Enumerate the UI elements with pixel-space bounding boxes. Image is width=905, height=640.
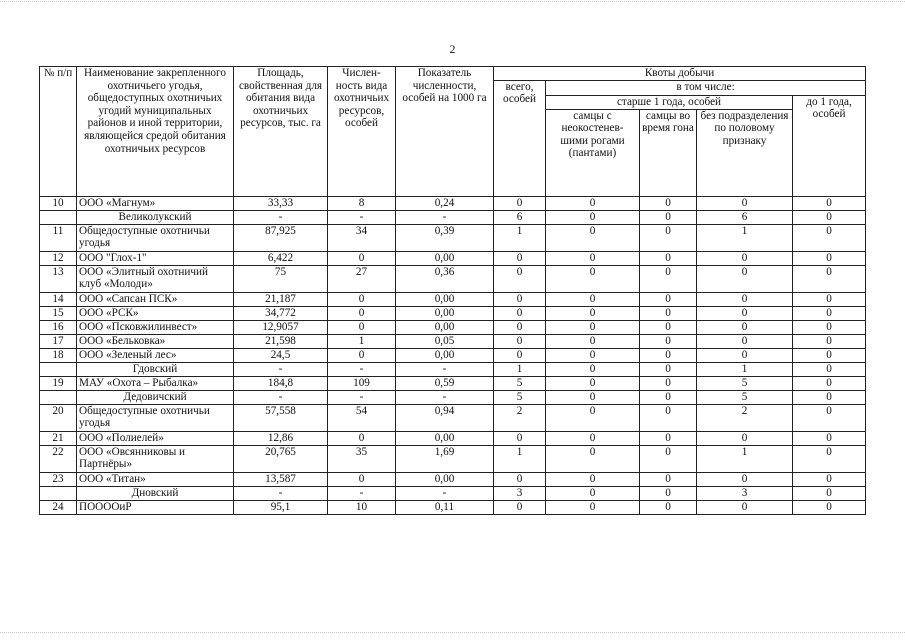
- cell-count: 0: [328, 472, 396, 486]
- header-older: старше 1 года, особей: [546, 95, 793, 109]
- cell-total: 1: [494, 362, 546, 376]
- cell-total: 0: [494, 348, 546, 362]
- cell-under1: 0: [793, 292, 866, 306]
- district-row: [40, 362, 866, 376]
- cell-name: ООО «Сапсан ПСК»: [77, 292, 234, 306]
- cell-total: 5: [494, 390, 546, 404]
- header-name: Наименование закрепленного охотничьего угодья, общедоступных охотничьих угодий муниципальных районов и иной территории, являющейся средой обитания охотничьих ресурсов: [77, 67, 234, 197]
- cell-count: -: [328, 210, 396, 224]
- cell-nosex: 0: [697, 431, 793, 445]
- cell-males: 0: [546, 445, 640, 472]
- cell-rut: 0: [640, 224, 697, 251]
- cell-name: Общедоступные охотничьи угодья: [77, 404, 234, 431]
- page-top-edge: [0, 1, 905, 2]
- cell-num: 17: [40, 334, 77, 348]
- cell-males: 0: [546, 196, 640, 210]
- header-nosex: без подразделения по половому признаку: [697, 109, 793, 196]
- cell-area: 57,558: [234, 404, 328, 431]
- cell-count: -: [328, 390, 396, 404]
- cell-rut: 0: [640, 486, 697, 500]
- cell-rut: 0: [640, 334, 697, 348]
- cell-nosex: 1: [697, 445, 793, 472]
- cell-density: 1,69: [396, 445, 494, 472]
- quota-table: [39, 66, 866, 515]
- cell-name: Дновский: [77, 486, 234, 500]
- cell-under1: 0: [793, 210, 866, 224]
- cell-nosex: 0: [697, 320, 793, 334]
- header-under1: до 1 года, особей: [793, 95, 866, 196]
- cell-under1: 0: [793, 376, 866, 390]
- cell-nosex: 1: [697, 224, 793, 251]
- cell-total: 1: [494, 224, 546, 251]
- cell-nosex: 0: [697, 472, 793, 486]
- header-rut: самцы во время гона: [640, 109, 697, 196]
- table-row: [40, 472, 866, 486]
- cell-count: 1: [328, 334, 396, 348]
- cell-nosex: 0: [697, 348, 793, 362]
- table-row: [40, 376, 866, 390]
- cell-density: 0,39: [396, 224, 494, 251]
- cell-density: 0,00: [396, 348, 494, 362]
- cell-rut: 0: [640, 500, 697, 514]
- header-quotas: Квоты добычи: [494, 67, 866, 81]
- cell-area: 75: [234, 265, 328, 292]
- cell-name: ООО «Псковжилинвест»: [77, 320, 234, 334]
- cell-count: 109: [328, 376, 396, 390]
- cell-density: 0,11: [396, 500, 494, 514]
- table-row: [40, 348, 866, 362]
- table-row: [40, 251, 866, 265]
- cell-total: 0: [494, 292, 546, 306]
- cell-nosex: 0: [697, 500, 793, 514]
- cell-count: 0: [328, 251, 396, 265]
- cell-nosex: 0: [697, 251, 793, 265]
- cell-nosex: 2: [697, 404, 793, 431]
- cell-total: 3: [494, 486, 546, 500]
- cell-area: 34,772: [234, 306, 328, 320]
- cell-under1: 0: [793, 320, 866, 334]
- cell-name: ООО «Магнум»: [77, 196, 234, 210]
- cell-males: 0: [546, 265, 640, 292]
- cell-name: Гдовский: [77, 362, 234, 376]
- cell-area: 6,422: [234, 251, 328, 265]
- cell-num: 15: [40, 306, 77, 320]
- cell-under1: 0: [793, 362, 866, 376]
- cell-area: 95,1: [234, 500, 328, 514]
- cell-num: 24: [40, 500, 77, 514]
- cell-rut: 0: [640, 472, 697, 486]
- cell-density: 0,05: [396, 334, 494, 348]
- cell-nosex: 0: [697, 334, 793, 348]
- cell-under1: 0: [793, 472, 866, 486]
- cell-males: 0: [546, 348, 640, 362]
- cell-num: 14: [40, 292, 77, 306]
- cell-name: ООО «Полиелей»: [77, 431, 234, 445]
- cell-area: 184,8: [234, 376, 328, 390]
- cell-total: 0: [494, 500, 546, 514]
- cell-rut: 0: [640, 320, 697, 334]
- cell-name: ООО «Бельковка»: [77, 334, 234, 348]
- cell-rut: 0: [640, 404, 697, 431]
- cell-area: -: [234, 210, 328, 224]
- district-row: [40, 210, 866, 224]
- header-area: Площадь, свойственная для обитания вида охотничьих ресурсов, тыс. га: [234, 67, 328, 197]
- header-count: Числен-ность вида охотничьих ресурсов, особей: [328, 67, 396, 197]
- cell-rut: 0: [640, 196, 697, 210]
- cell-name: ООО "Глох-1": [77, 251, 234, 265]
- cell-males: 0: [546, 210, 640, 224]
- cell-nosex: 0: [697, 265, 793, 292]
- table-row: [40, 500, 866, 514]
- cell-under1: 0: [793, 251, 866, 265]
- cell-males: 0: [546, 390, 640, 404]
- header-males: самцы с неокостенев-шими рогами (пантами): [546, 109, 640, 196]
- table-row: [40, 431, 866, 445]
- cell-nosex: 0: [697, 306, 793, 320]
- cell-rut: 0: [640, 390, 697, 404]
- cell-nosex: 5: [697, 376, 793, 390]
- cell-name: ООО «Зеленый лес»: [77, 348, 234, 362]
- cell-num: [40, 362, 77, 376]
- cell-num: 19: [40, 376, 77, 390]
- cell-males: 0: [546, 500, 640, 514]
- cell-rut: 0: [640, 445, 697, 472]
- cell-males: 0: [546, 431, 640, 445]
- cell-density: -: [396, 486, 494, 500]
- cell-name: ООО «Титан»: [77, 472, 234, 486]
- cell-under1: 0: [793, 265, 866, 292]
- cell-count: 0: [328, 292, 396, 306]
- cell-rut: 0: [640, 431, 697, 445]
- cell-under1: 0: [793, 306, 866, 320]
- cell-num: 20: [40, 404, 77, 431]
- cell-name: ООО «Овсянниковы и Партнёры»: [77, 445, 234, 472]
- cell-under1: 0: [793, 348, 866, 362]
- cell-name: ПООООиР: [77, 500, 234, 514]
- cell-males: 0: [546, 486, 640, 500]
- cell-density: -: [396, 210, 494, 224]
- cell-density: 0,00: [396, 472, 494, 486]
- cell-num: 21: [40, 431, 77, 445]
- cell-density: 0,59: [396, 376, 494, 390]
- cell-name: ООО «Элитный охотничий клуб «Молоди»: [77, 265, 234, 292]
- cell-males: 0: [546, 334, 640, 348]
- cell-count: 54: [328, 404, 396, 431]
- cell-rut: 0: [640, 265, 697, 292]
- header-num: № п/п: [40, 67, 77, 197]
- cell-count: 34: [328, 224, 396, 251]
- cell-area: 12,86: [234, 431, 328, 445]
- cell-nosex: 6: [697, 210, 793, 224]
- cell-area: 33,33: [234, 196, 328, 210]
- cell-nosex: 0: [697, 292, 793, 306]
- cell-num: 18: [40, 348, 77, 362]
- cell-area: 12,9057: [234, 320, 328, 334]
- cell-density: 0,24: [396, 196, 494, 210]
- cell-total: 0: [494, 251, 546, 265]
- cell-count: 0: [328, 320, 396, 334]
- table-row: [40, 224, 866, 251]
- cell-rut: 0: [640, 306, 697, 320]
- table-row: [40, 265, 866, 292]
- cell-name: ООО «РСК»: [77, 306, 234, 320]
- cell-area: 21,598: [234, 334, 328, 348]
- cell-nosex: 1: [697, 362, 793, 376]
- cell-total: 0: [494, 472, 546, 486]
- cell-density: 0,00: [396, 320, 494, 334]
- cell-males: 0: [546, 404, 640, 431]
- cell-count: 0: [328, 306, 396, 320]
- cell-count: -: [328, 486, 396, 500]
- cell-num: [40, 486, 77, 500]
- table-row: [40, 196, 866, 210]
- cell-total: 0: [494, 306, 546, 320]
- cell-area: 21,187: [234, 292, 328, 306]
- cell-total: 0: [494, 320, 546, 334]
- cell-under1: 0: [793, 486, 866, 500]
- cell-males: 0: [546, 376, 640, 390]
- cell-num: 12: [40, 251, 77, 265]
- cell-num: [40, 210, 77, 224]
- cell-density: 0,00: [396, 306, 494, 320]
- table-row: [40, 292, 866, 306]
- cell-rut: 0: [640, 292, 697, 306]
- cell-count: 35: [328, 445, 396, 472]
- cell-males: 0: [546, 292, 640, 306]
- cell-name: МАУ «Охота – Рыбалка»: [77, 376, 234, 390]
- header-total: всего, особей: [494, 80, 546, 196]
- cell-rut: 0: [640, 362, 697, 376]
- cell-num: 13: [40, 265, 77, 292]
- cell-rut: 0: [640, 348, 697, 362]
- cell-area: 24,5: [234, 348, 328, 362]
- cell-under1: 0: [793, 500, 866, 514]
- cell-area: -: [234, 390, 328, 404]
- cell-count: -: [328, 362, 396, 376]
- header-density: Показатель численности, особей на 1000 га: [396, 67, 494, 197]
- cell-count: 10: [328, 500, 396, 514]
- cell-under1: 0: [793, 445, 866, 472]
- cell-num: [40, 390, 77, 404]
- cell-total: 0: [494, 334, 546, 348]
- cell-rut: 0: [640, 376, 697, 390]
- district-row: [40, 486, 866, 500]
- cell-males: 0: [546, 362, 640, 376]
- cell-density: 0,94: [396, 404, 494, 431]
- cell-area: 87,925: [234, 224, 328, 251]
- cell-nosex: 5: [697, 390, 793, 404]
- cell-under1: 0: [793, 196, 866, 210]
- cell-area: -: [234, 486, 328, 500]
- table-row: [40, 334, 866, 348]
- table-row: [40, 306, 866, 320]
- table-header: [40, 67, 866, 197]
- district-row: [40, 390, 866, 404]
- cell-under1: 0: [793, 404, 866, 431]
- table-row: [40, 320, 866, 334]
- cell-num: 10: [40, 196, 77, 210]
- cell-under1: 0: [793, 334, 866, 348]
- table-row: [40, 404, 866, 431]
- cell-nosex: 3: [697, 486, 793, 500]
- cell-name: Великолукский: [77, 210, 234, 224]
- cell-under1: 0: [793, 390, 866, 404]
- cell-total: 0: [494, 196, 546, 210]
- cell-density: 0,36: [396, 265, 494, 292]
- cell-density: -: [396, 390, 494, 404]
- cell-males: 0: [546, 251, 640, 265]
- cell-total: 5: [494, 376, 546, 390]
- cell-density: 0,00: [396, 292, 494, 306]
- cell-name: Дедовичский: [77, 390, 234, 404]
- page-bottom-edge: [0, 632, 905, 633]
- cell-area: 20,765: [234, 445, 328, 472]
- cell-count: 27: [328, 265, 396, 292]
- cell-density: 0,00: [396, 431, 494, 445]
- cell-total: 1: [494, 445, 546, 472]
- cell-num: 11: [40, 224, 77, 251]
- cell-under1: 0: [793, 224, 866, 251]
- cell-density: -: [396, 362, 494, 376]
- cell-num: 23: [40, 472, 77, 486]
- cell-males: 0: [546, 224, 640, 251]
- cell-total: 0: [494, 265, 546, 292]
- cell-males: 0: [546, 320, 640, 334]
- cell-total: 0: [494, 431, 546, 445]
- cell-density: 0,00: [396, 251, 494, 265]
- cell-total: 2: [494, 404, 546, 431]
- table-row: [40, 445, 866, 472]
- cell-under1: 0: [793, 431, 866, 445]
- cell-rut: 0: [640, 210, 697, 224]
- cell-area: -: [234, 362, 328, 376]
- cell-name: Общедоступные охотничьи угодья: [77, 224, 234, 251]
- cell-total: 6: [494, 210, 546, 224]
- cell-count: 0: [328, 431, 396, 445]
- cell-males: 0: [546, 472, 640, 486]
- cell-nosex: 0: [697, 196, 793, 210]
- header-including: в том числе:: [546, 80, 866, 95]
- cell-num: 22: [40, 445, 77, 472]
- cell-count: 0: [328, 348, 396, 362]
- cell-count: 8: [328, 196, 396, 210]
- table-body: [40, 196, 866, 514]
- cell-area: 13,587: [234, 472, 328, 486]
- cell-num: 16: [40, 320, 77, 334]
- page-number: 2: [449, 42, 456, 56]
- cell-rut: 0: [640, 251, 697, 265]
- cell-males: 0: [546, 306, 640, 320]
